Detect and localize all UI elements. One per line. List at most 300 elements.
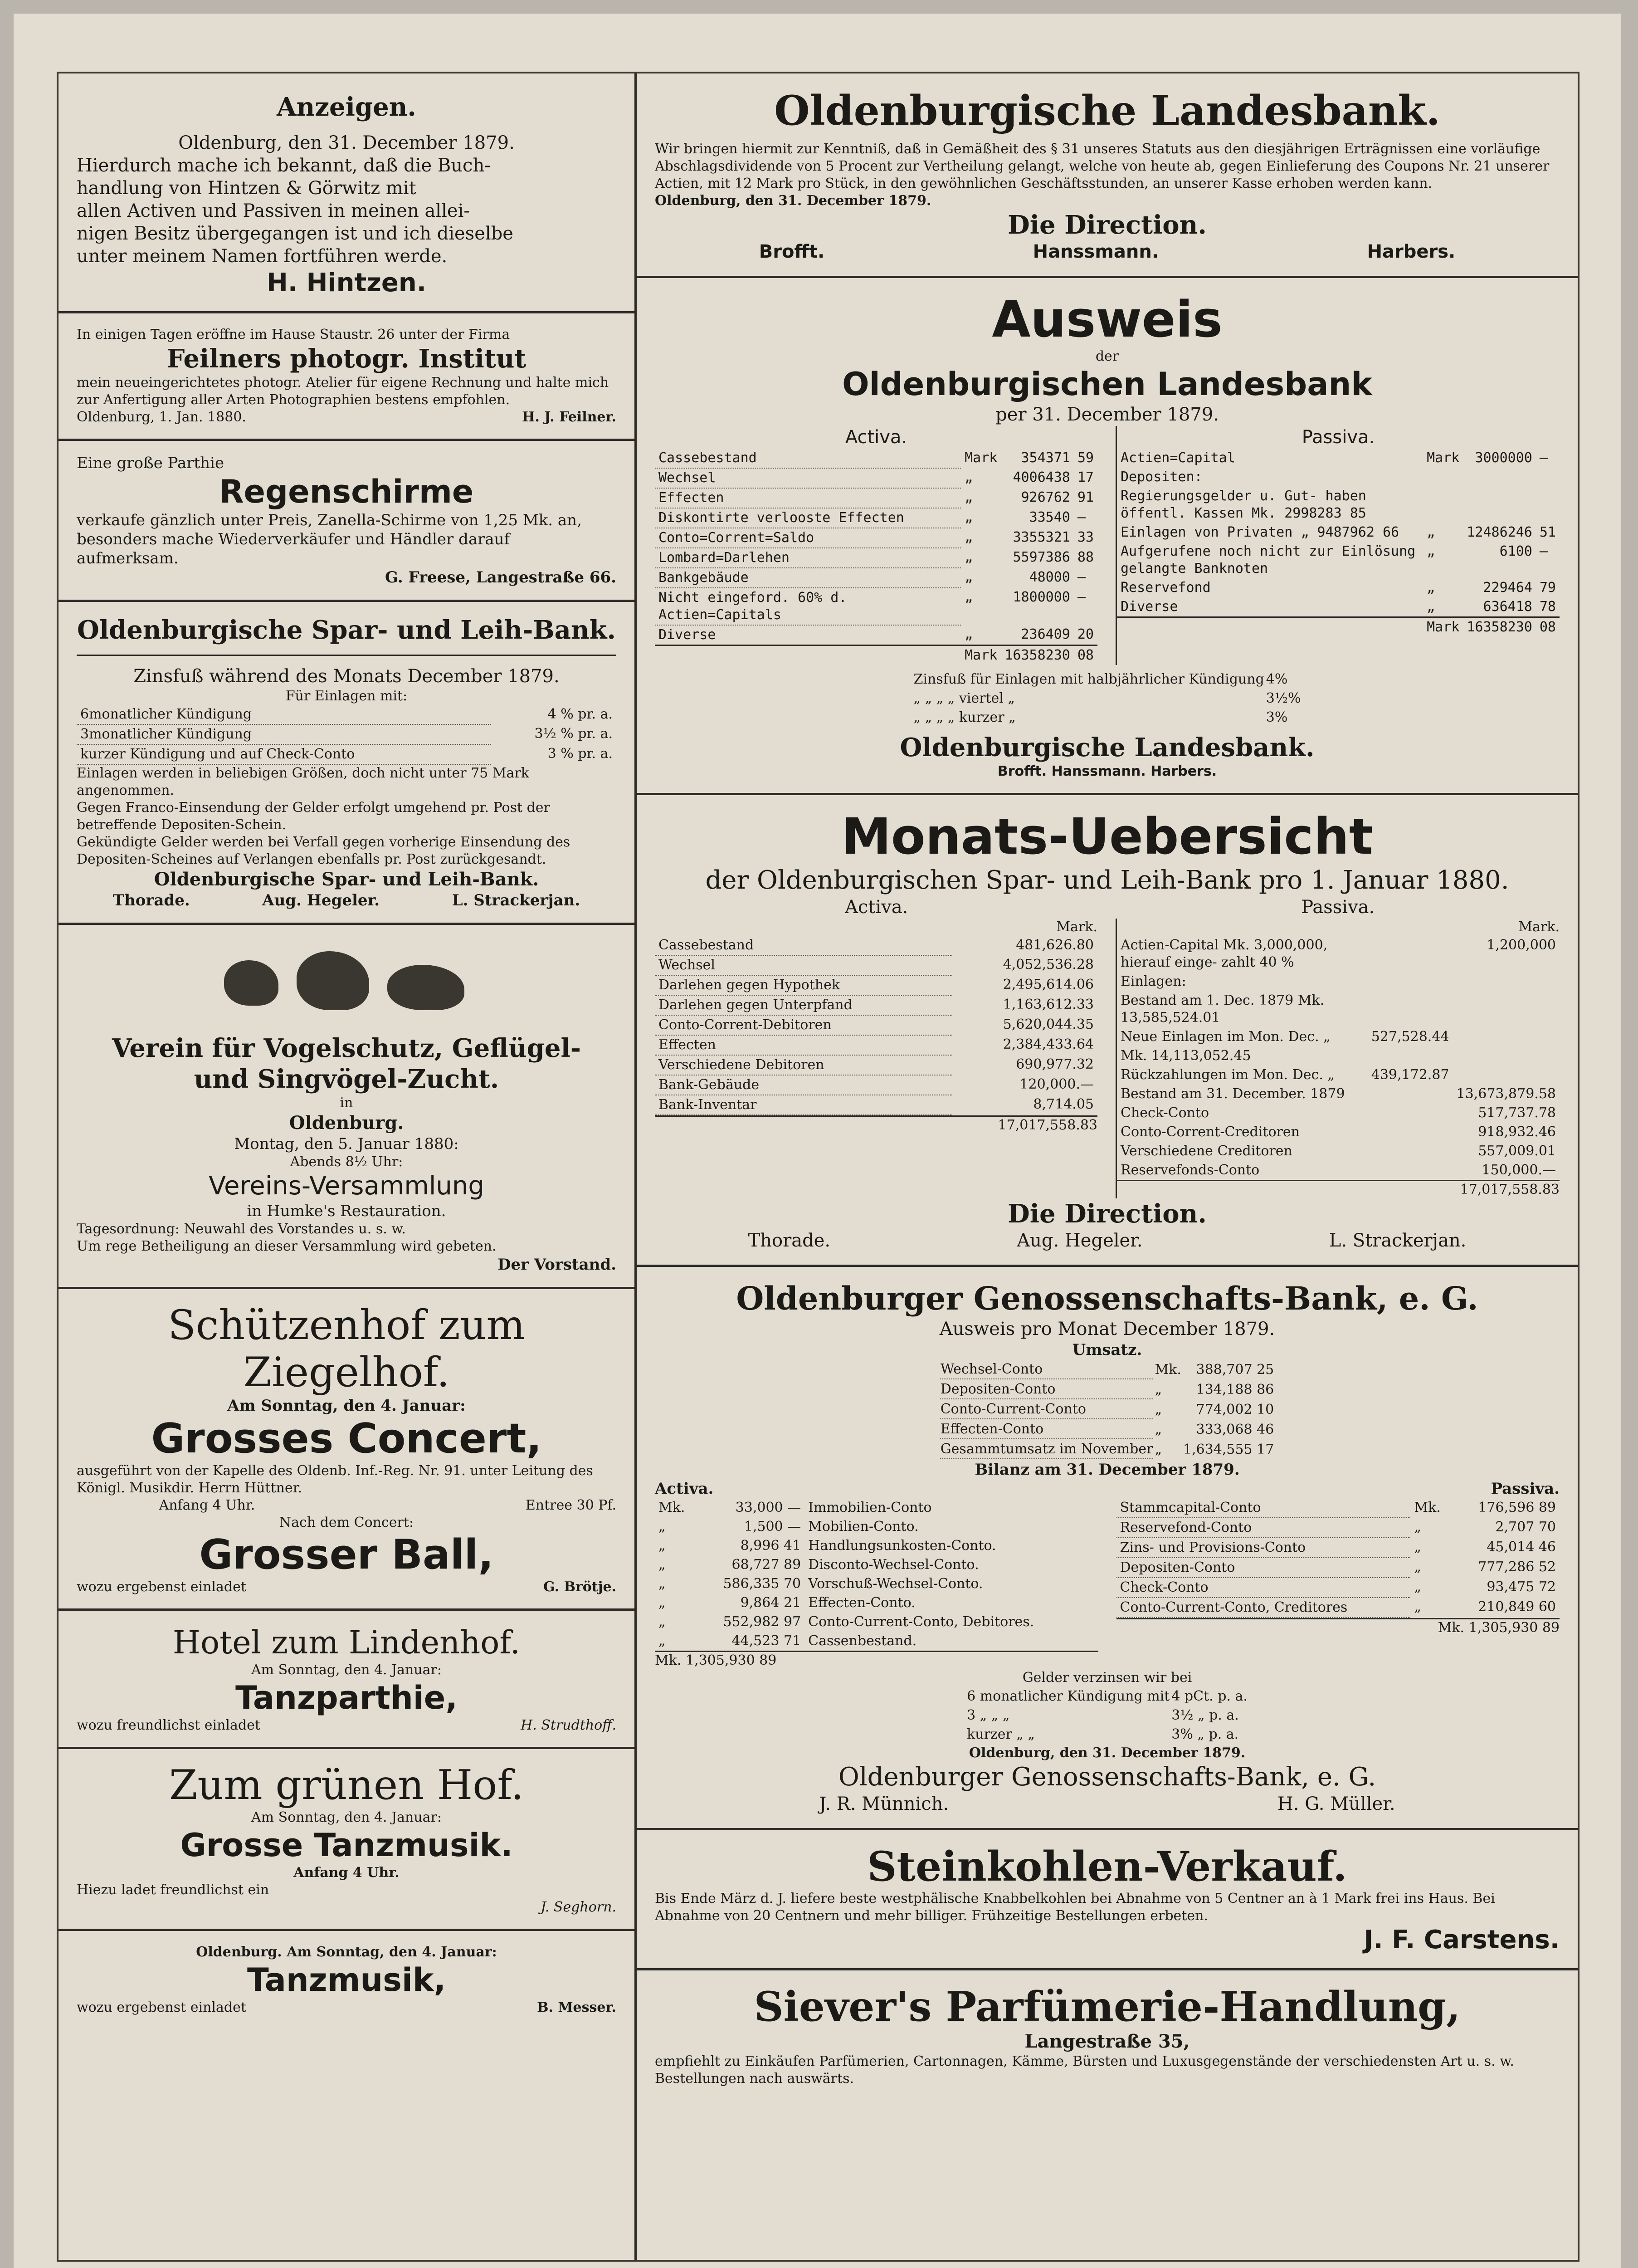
table-cell: [1368, 1104, 1453, 1123]
monats-passiva: [1116, 919, 1560, 1198]
mark-label: Mark.: [1056, 919, 1097, 935]
lindenhof-title: Hotel zum Lindenhof.: [172, 1624, 521, 1661]
table-row: [1117, 991, 1560, 1027]
table-cell: Mark: [965, 450, 998, 466]
table-cell: [1368, 1142, 1453, 1161]
table-row: [1117, 1046, 1560, 1066]
monats-passiva-label: Passiva.: [1301, 897, 1375, 918]
table-cell: 48000: [1029, 569, 1070, 585]
table-cell: Verschiedene Debitoren: [655, 1055, 952, 1075]
total-value: 16358230: [1004, 647, 1070, 663]
table-cell: [1423, 487, 1463, 523]
table-cell: 79: [1539, 580, 1556, 596]
table-row: [1117, 542, 1560, 578]
table-cell: Cassenbestand.: [808, 1633, 917, 1649]
regenschirme-block: [58, 454, 634, 587]
bird-figure: [387, 965, 464, 1010]
table-cell: 59: [1077, 450, 1094, 466]
divider: [637, 793, 1578, 795]
table-cell: „: [965, 509, 973, 525]
feilner-intro: In einigen Tagen eröffne im Hause Staustr. 26 unter der Firma: [77, 327, 510, 342]
table-row: [655, 1593, 1098, 1613]
verein-in: in: [340, 1095, 353, 1111]
table-cell: Bank-Inventar: [655, 1095, 952, 1115]
table-cell: Conto=Corrent=Saldo: [655, 528, 961, 548]
table-row: [655, 1095, 1097, 1115]
verein-signature: Der Vorstand.: [497, 1256, 616, 1274]
table-row: [1116, 1518, 1560, 1538]
total-cur: Mark: [965, 647, 998, 663]
table-cell: [1368, 1046, 1453, 1066]
mark-label: Mark.: [1518, 919, 1560, 935]
steinkohlen-text: Bis Ende März d. J. liefere beste westphälische Knabbelkohlen bei Abnahme von 5 Centner an à 1 Mark frei ins Haus. Bei Abnahme von 20 Centnern und mehr billiger. Frühzeitige Bestellungen erbeten.: [655, 1891, 1495, 1924]
rate-value: 3% „ p. a.: [1171, 1726, 1239, 1742]
messer-event: Tanzmusik,: [247, 1961, 446, 1999]
table-cell: 4006438: [1013, 469, 1070, 485]
table-cell: 1,500 —: [744, 1519, 801, 1535]
genossen-passiva: [1116, 1479, 1560, 1669]
table-cell: 517,737.78: [1478, 1105, 1556, 1121]
table-cell: [1368, 936, 1453, 972]
table-cell: 33,000 —: [735, 1500, 801, 1515]
messer-invite: wozu ergebenst einladet: [77, 1999, 246, 2015]
divider: [58, 1929, 634, 1931]
table-cell: „: [965, 569, 973, 585]
lindenhof-date: Am Sonntag, den 4. Januar:: [251, 1662, 442, 1678]
lindenhof-block: [58, 1623, 634, 1734]
table-cell: 229464: [1483, 580, 1532, 596]
table-cell: Conto-Corrent-Debitoren: [655, 1015, 952, 1035]
table-cell: Check-Conto: [1116, 1578, 1411, 1598]
anzeigen-line: Oldenburg, den 31. December 1879.: [178, 132, 515, 153]
interest-label: „ „ „ „ kurzer „: [913, 709, 1016, 725]
freese-signature: G. Freese, Langestraße 66.: [385, 568, 616, 587]
table-row: [1117, 1123, 1560, 1142]
passiva-label: Passiva.: [1302, 427, 1375, 448]
ball-invite: wozu ergebenst einladet: [77, 1579, 246, 1595]
table-cell: Mk.: [1414, 1500, 1441, 1515]
rate-value: 3½ „ p. a.: [1171, 1707, 1239, 1723]
feilner-date: Oldenburg, 1. Jan. 1880.: [77, 409, 246, 425]
divider: [58, 1608, 634, 1611]
sparbank-rates-label: Für Einlagen mit:: [285, 688, 408, 704]
interest-value: 3½%: [1266, 690, 1301, 706]
messer-block: [58, 1944, 634, 2016]
sparbank-signers: [77, 891, 616, 910]
table-cell: 236409: [1021, 626, 1070, 642]
total-cur: Mark: [1427, 619, 1460, 635]
divider: [637, 1968, 1578, 1970]
table-cell: Regierungsgelder u. Gut- haben öffentl. Kassen Mk. 2998283 85: [1121, 488, 1366, 521]
table-cell: [1463, 487, 1536, 523]
table-row: [1116, 1538, 1560, 1558]
table-cell: 636418: [1483, 599, 1532, 615]
total-pf: 08: [1077, 647, 1094, 663]
table-cell: 3000000: [1475, 450, 1532, 466]
table-row: [940, 1400, 1275, 1419]
steinkohlen-block: [637, 1843, 1578, 1955]
table-cell: 78: [1539, 599, 1556, 615]
table-cell: „: [1414, 1579, 1421, 1595]
feilner-firm: Feilners photogr. Institut: [166, 344, 526, 374]
concert-start: Anfang 4 Uhr.: [159, 1497, 255, 1513]
table-row: [1117, 1066, 1560, 1085]
table-cell: „: [965, 469, 973, 485]
divider: [637, 1828, 1578, 1830]
feilner-signature: H. J. Feilner.: [522, 409, 616, 425]
bilanz-label: Bilanz am 31. December 1879.: [975, 1461, 1240, 1479]
table-cell: Handlungsunkosten-Conto.: [808, 1538, 996, 1554]
table-cell: —: [1077, 569, 1086, 585]
table-row: [655, 625, 1097, 645]
birds-illustration: [206, 938, 487, 1024]
table-row: [655, 488, 1097, 508]
activa-total-row: [655, 645, 1097, 665]
interest-label: „ „ „ „ viertel „: [913, 690, 1015, 706]
siever-title: Siever's Parfümerie-Handlung,: [754, 1983, 1461, 2031]
table-cell: 33540: [1029, 509, 1070, 525]
table-row: [1117, 487, 1560, 523]
table-cell: 333,068 46: [1196, 1422, 1274, 1437]
table-cell: 9,864 21: [740, 1595, 801, 1611]
landesbank-title: Oldenburgische Landesbank.: [774, 87, 1440, 135]
rate-row: 3monatlicher Kündigung 3½ % pr. a.: [77, 724, 616, 744]
ausweis-der: der: [1095, 348, 1119, 364]
table-cell: 1,163,612.33: [1003, 997, 1094, 1012]
verein-time: Abends 8½ Uhr:: [290, 1154, 403, 1170]
signer: Thorade.: [748, 1230, 831, 1251]
table-cell: 6100: [1499, 543, 1532, 559]
table-cell: Actien-Capital Mk. 3,000,000, hierauf einge- zahlt 40 %: [1121, 937, 1328, 970]
table-row: [1116, 1578, 1560, 1598]
table-cell: „: [1427, 524, 1435, 540]
table-row: [655, 955, 1097, 975]
table-cell: Conto-Current-Conto, Debitores.: [808, 1614, 1034, 1630]
anzeigen-line: nigen Besitz übergegangen ist und ich dieselbe: [77, 223, 513, 244]
sparbank-footer: Oldenburgische Spar- und Leih-Bank.: [154, 869, 539, 890]
table-row: [655, 1574, 1098, 1593]
monats-passiva-total: 17,017,558.83: [1117, 1180, 1560, 1198]
rate-row: 6monatlicher Kündigung 4 % pr. a.: [77, 705, 616, 724]
table-cell: Wechsel-Conto: [940, 1360, 1154, 1379]
table-cell: „: [965, 589, 973, 605]
signer: Hanssmann.: [1033, 241, 1159, 262]
concert-after: Nach dem Concert:: [279, 1515, 414, 1530]
sparbank-note: Einlagen werden in beliebigen Größen, doch nicht unter 75 Mark angenommen.: [77, 765, 529, 798]
table-cell: „: [1155, 1402, 1162, 1418]
monats-block: [637, 808, 1578, 1252]
newspaper-page: [14, 14, 1621, 2268]
verein-date: Montag, den 5. Januar 1880:: [234, 1135, 459, 1153]
broetje-signature: G. Brötje.: [543, 1579, 616, 1595]
table-cell: 20: [1077, 626, 1094, 642]
table-row: [655, 1555, 1098, 1574]
table-cell: 210,849 60: [1478, 1599, 1556, 1615]
table-cell: 439,172.87: [1371, 1067, 1449, 1083]
divider: [77, 655, 616, 656]
table-cell: 926762: [1021, 489, 1070, 505]
hintzen-signature: H. Hintzen.: [266, 268, 427, 298]
table-cell: [1453, 991, 1560, 1027]
sparbank-note: Gekündigte Gelder werden bei Verfall gegen vorherige Einsendung des Depositen-Scheines auf Verlangen ebenfalls pr. Post zurückgesandt.: [77, 834, 570, 867]
table-cell: 5597386: [1013, 549, 1070, 565]
table-cell: Darlehen gegen Unterpfand: [655, 995, 952, 1015]
table-cell: Stammcapital-Conto: [1116, 1498, 1411, 1518]
table-cell: 91: [1077, 489, 1094, 505]
table-row: [940, 1420, 1275, 1439]
signer: L. Strackerjan.: [452, 891, 580, 909]
table-cell: 388,707 25: [1196, 1362, 1274, 1378]
anzeigen-heading: Anzeigen.: [277, 92, 416, 122]
table-cell: Aufgerufene noch nicht zur Einlösung gelangte Banknoten: [1121, 543, 1416, 577]
feilner-text: mein neueingerichtetes photogr. Atelier für eigene Rechnung und halte mich zur Anfertigung aller Arten Photographien bestens empfohlen.: [77, 375, 609, 408]
divider: [637, 276, 1578, 278]
table-cell: 2,495,614.06: [1003, 977, 1094, 992]
divider: [58, 923, 634, 925]
ausweis-activa-table: [655, 449, 1097, 665]
table-row: [655, 588, 1097, 625]
carstens-signature: J. F. Carstens.: [1364, 1925, 1560, 1955]
monats-activa-label: Activa.: [845, 897, 908, 918]
genossen-signers: [655, 1793, 1560, 1815]
table-cell: „: [1414, 1599, 1421, 1615]
table-cell: Wechsel: [655, 955, 952, 975]
table-cell: 17: [1077, 469, 1094, 485]
table-cell: „: [1414, 1519, 1421, 1535]
monats-subtitle: der Oldenburgischen Spar- und Leih-Bank pro 1. Januar 1880.: [705, 865, 1509, 895]
genossen-passiva-table: [1116, 1498, 1560, 1618]
divider: [58, 1747, 634, 1749]
monats-activa: [655, 919, 1097, 1198]
table-cell: 552,982 97: [723, 1614, 801, 1630]
table-row: [940, 1380, 1275, 1399]
table-cell: —: [1539, 450, 1548, 466]
seghorn-signature: J. Seghorn.: [541, 1899, 616, 1915]
genossen-rates-intro: Gelder verzinsen wir bei: [1022, 1670, 1192, 1686]
table-cell: [1368, 1085, 1453, 1104]
landesbank-direction: Die Direction.: [1008, 210, 1207, 240]
table-cell: [1536, 468, 1560, 487]
schuetzenhof-title: Schützenhof zum Ziegelhof.: [168, 1301, 525, 1396]
anzeigen-block: [58, 73, 634, 298]
table-row: [655, 528, 1097, 548]
bird-figure: [297, 951, 369, 1010]
table-cell: Immobilien-Conto: [808, 1500, 932, 1515]
table-row: [1117, 523, 1560, 542]
table-row: [655, 995, 1097, 1015]
table-row: [1117, 449, 1560, 468]
table-cell: „: [965, 489, 973, 505]
table-cell: Diskontirte verlooste Effecten: [655, 508, 961, 528]
rate-label: kurzer „ „: [967, 1726, 1035, 1742]
table-cell: Reservefond: [1121, 580, 1211, 596]
strudthoff-signature: H. Strudthoff.: [521, 1717, 616, 1733]
signer: Aug. Hegeler.: [1017, 1230, 1143, 1251]
table-row: [655, 449, 1097, 468]
table-row: [655, 1536, 1098, 1555]
table-cell: [1453, 1066, 1560, 1085]
table-cell: Effecten: [655, 488, 961, 508]
divider: [58, 600, 634, 602]
lindenhof-event: Tanzparthie,: [235, 1679, 458, 1716]
table-cell: 557,009.01: [1478, 1143, 1556, 1159]
table-row: [655, 1498, 1098, 1517]
concert-title: Grosses Concert,: [151, 1415, 542, 1462]
table-cell: 586,335 70: [723, 1576, 801, 1592]
sparbank-block: [58, 615, 634, 910]
table-cell: Conto-Current-Conto: [940, 1400, 1154, 1419]
left-column: [58, 73, 637, 2260]
table-cell: 45,014 46: [1487, 1539, 1556, 1555]
divider: [637, 1265, 1578, 1267]
table-cell: 481,626.80: [1016, 937, 1094, 953]
table-cell: Check-Conto: [1121, 1105, 1209, 1121]
messer-line: Oldenburg. Am Sonntag, den 4. Januar:: [196, 1944, 497, 1960]
gruenerhof-date: Am Sonntag, den 4. Januar:: [251, 1809, 442, 1825]
genossen-passiva-total: Mk. 1,305,930 89: [1116, 1618, 1560, 1637]
table-cell: 777,286 52: [1478, 1559, 1556, 1575]
ausweis-activa: [655, 426, 1097, 665]
table-cell: „: [1427, 580, 1435, 596]
regenschirme-text: verkaufe gänzlich unter Preis, Zanella-Schirme von 1,25 Mk. an, besonders mache Wiederverkäufer und Händler darauf aufmerksam.: [77, 511, 582, 567]
table-row: [1117, 468, 1560, 487]
table-cell: —: [1077, 509, 1086, 525]
gruenerhof-block: [58, 1762, 634, 1916]
verein-title: und Singvögel-Zucht.: [194, 1064, 499, 1094]
table-cell: 150,000.—: [1482, 1162, 1556, 1178]
activa-label: Activa.: [845, 427, 907, 448]
table-cell: Conto-Current-Conto, Creditores: [1116, 1598, 1411, 1618]
signer: Harbers.: [1367, 241, 1456, 262]
table-cell: „: [1414, 1539, 1421, 1555]
table-cell: „: [658, 1614, 666, 1630]
genossen-block: [637, 1280, 1578, 1815]
messer-signature: B. Messer.: [537, 1999, 616, 2015]
table-cell: Mk.: [1155, 1362, 1181, 1378]
table-cell: Neue Einlagen im Mon. Dec. „: [1121, 1029, 1331, 1045]
table-cell: 918,932.46: [1478, 1124, 1556, 1140]
table-row: [655, 1075, 1097, 1095]
table-cell: [1536, 487, 1560, 523]
table-cell: Bank-Gebäude: [655, 1075, 952, 1095]
divider: [58, 1287, 634, 1289]
sparbank-note: Gegen Franco-Einsendung der Gelder erfolgt umgehend pr. Post der betreffende Depositen-Schein.: [77, 800, 550, 833]
table-row: [1116, 1598, 1560, 1618]
table-cell: „: [1155, 1442, 1162, 1457]
table-cell: 3355321: [1013, 529, 1070, 545]
total-value: 16358230: [1467, 619, 1532, 635]
table-row: [655, 548, 1097, 568]
table-row: [655, 1055, 1097, 1075]
gruenerhof-event: Grosse Tanzmusik.: [180, 1827, 513, 1864]
table-row: [1117, 1161, 1560, 1180]
table-cell: Effecten-Conto.: [808, 1595, 916, 1611]
gruenerhof-invite: Hiezu ladet freundlichst ein: [77, 1882, 269, 1898]
page-frame: [57, 72, 1580, 2262]
regenschirme-title: Regenschirme: [219, 473, 474, 510]
table-row: [1117, 578, 1560, 597]
table-row: [1117, 597, 1560, 617]
siever-text: empfiehlt zu Einkäufen Parfümerien, Cartonnagen, Kämme, Bürsten und Luxusgegenstände der verschiedensten Art u. s. w. Bestellungen nach auswärts.: [655, 2053, 1514, 2087]
table-cell: 134,188 86: [1196, 1382, 1274, 1398]
regenschirme-intro: Eine große Parthie: [77, 454, 224, 472]
table-cell: „: [658, 1576, 666, 1592]
verein-request: Um rege Betheiligung an dieser Versammlung wird gebeten.: [77, 1238, 497, 1254]
table-cell: Verschiedene Creditoren: [1121, 1143, 1292, 1159]
table-row: [655, 1517, 1098, 1536]
ausweis-bank: Oldenburgischen Landesbank: [842, 366, 1372, 403]
table-row: [655, 975, 1097, 995]
table-cell: Effecten: [655, 1035, 952, 1055]
table-row: [1117, 1027, 1560, 1046]
genossen-activa: [655, 1479, 1098, 1669]
table-cell: [1453, 1046, 1560, 1066]
table-row: [655, 568, 1097, 588]
table-cell: „: [965, 529, 973, 545]
lindenhof-invite: wozu freundlichst einladet: [77, 1717, 260, 1733]
table-row: [1116, 1498, 1560, 1518]
passiva-total-row: [1117, 617, 1560, 637]
ausweis-title: Ausweis: [992, 290, 1223, 348]
rate-value: 4 pCt. p. a.: [1171, 1688, 1248, 1704]
genossen-date: Oldenburg, den 31. December 1879.: [969, 1745, 1246, 1761]
landesbank-text: Wir bringen hiermit zur Kenntniß, daß in Gemäßheit des § 31 unseres Statuts aus den diesjährigen Erträgnissen eine vorläufige Abschlagsdividende von 5 Procent zur Vertheilung gelangt, welche von heute ab, gegen Einlieferung des Coupons Nr. 21 unserer Actien, mit 12 Mark pro Stück, in den gewöhnlichen Geschäftsstunden, an unserer Kasse erhoben werden kann.: [655, 141, 1550, 191]
divider: [58, 311, 634, 313]
table-cell: 690,977.32: [1016, 1056, 1094, 1072]
table-cell: „: [965, 626, 973, 642]
table-cell: Reservefonds-Conto: [1121, 1162, 1260, 1178]
table-row: [655, 1015, 1097, 1035]
table-cell: Einlagen von Privaten „ 9487962 66: [1121, 524, 1399, 540]
table-cell: Cassebestand: [655, 936, 952, 955]
ausweis-signers: Brofft. Hanssmann. Harbers.: [997, 763, 1217, 779]
verein-place: in Humke's Restauration.: [247, 1202, 446, 1220]
table-cell: Diverse: [1121, 599, 1178, 615]
table-cell: Bestand am 31. December. 1879: [1121, 1086, 1345, 1102]
sparbank-subtitle: Zinsfuß während des Monats December 1879.: [133, 666, 560, 687]
table-cell: 2,707 70: [1495, 1519, 1556, 1535]
umsatz-table: [939, 1359, 1276, 1460]
monats-passiva-table: [1117, 936, 1560, 1180]
anzeigen-line: handlung von Hintzen & Görwitz mit: [77, 178, 416, 199]
table-cell: 93,475 72: [1487, 1579, 1556, 1595]
table-cell: 4,052,536.28: [1003, 957, 1094, 973]
table-cell: 44,523 71: [731, 1633, 801, 1649]
anzeigen-text: [77, 132, 616, 268]
table-row: [1117, 1085, 1560, 1104]
verein-title: Verein für Vogelschutz, Geflügel-: [112, 1033, 581, 1063]
table-row: [655, 468, 1097, 488]
table-cell: Vorschuß-Wechsel-Conto.: [808, 1576, 983, 1592]
table-cell: 13,673,879.58: [1456, 1086, 1556, 1102]
table-cell: „: [1427, 599, 1435, 615]
table-cell: Actien=Capital: [1121, 450, 1235, 466]
schuetzenhof-block: [58, 1302, 634, 1596]
table-row: [655, 1613, 1098, 1632]
monats-title: Monats-Uebersicht: [841, 807, 1373, 865]
steinkohlen-title: Steinkohlen-Verkauf.: [867, 1843, 1347, 1891]
right-column: [637, 73, 1578, 2260]
interest-label: Zinsfuß für Einlagen mit halbjährlicher Kündigung: [913, 671, 1264, 687]
table-cell: „: [1414, 1559, 1421, 1575]
table-cell: 8,996 41: [740, 1538, 801, 1554]
table-row: [940, 1440, 1275, 1459]
table-cell: „: [965, 549, 973, 565]
table-cell: [1368, 991, 1453, 1027]
total-pf: 08: [1539, 619, 1556, 635]
genossen-activa-table: [655, 1498, 1098, 1651]
table-cell: [1423, 468, 1463, 487]
